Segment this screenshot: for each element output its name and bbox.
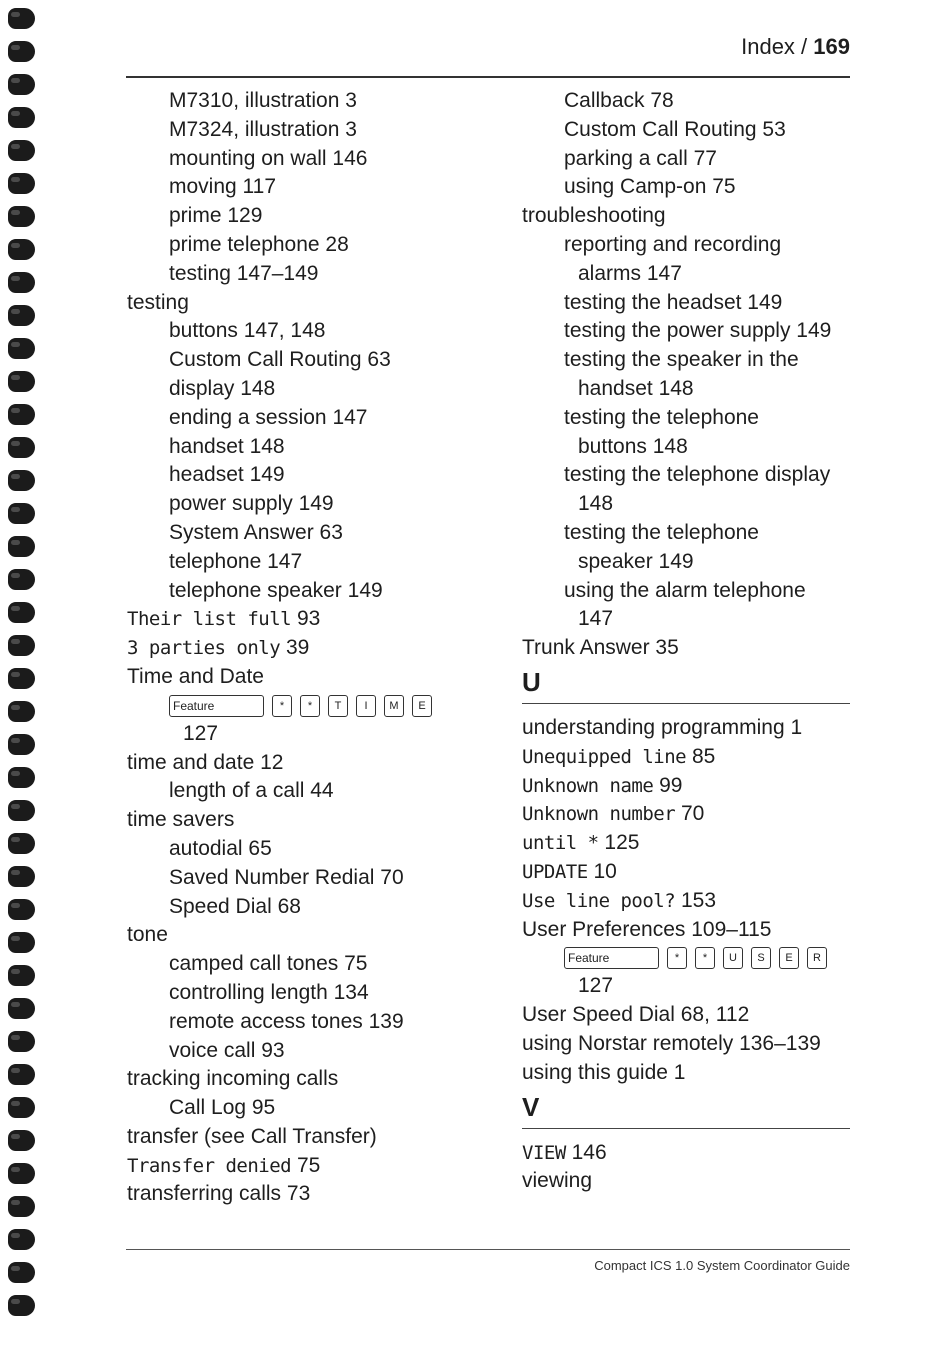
- index-entry: [522, 519, 852, 548]
- binding-ring: [8, 668, 35, 689]
- entry-text: Callback 78: [564, 89, 674, 112]
- entry-text: using the alarm telephone: [564, 578, 806, 602]
- entry-text: transfer (see Call Transfer): [127, 1124, 377, 1148]
- index-entry: [127, 433, 507, 462]
- binding-ring: [8, 998, 35, 1019]
- index-entry: [127, 893, 507, 922]
- key-cap: *: [300, 695, 320, 717]
- key-cap: S: [751, 947, 771, 969]
- index-entry: [522, 173, 852, 202]
- key-cap: *: [695, 947, 715, 969]
- binding-ring: [8, 899, 35, 920]
- display-message-text: Unequipped line: [522, 745, 687, 768]
- binding-ring: [8, 701, 35, 722]
- entry-text: troubleshooting: [522, 204, 666, 228]
- binding-ring: [8, 536, 35, 557]
- binding-ring: [8, 107, 35, 128]
- index-entry: [522, 605, 852, 634]
- display-message-text: Unknown name: [522, 774, 654, 797]
- index-entry: [127, 461, 507, 490]
- binding-ring: [8, 1295, 35, 1316]
- entry-text: testing the telephone: [564, 520, 759, 544]
- entry-text: Custom Call Routing 53: [564, 117, 786, 141]
- spiral-binding: [8, 0, 38, 1345]
- page-reference: 10: [593, 859, 617, 883]
- index-entry: [522, 634, 852, 663]
- entry-text: time savers: [127, 808, 235, 832]
- entry-text: telephone speaker 149: [169, 578, 383, 602]
- index-entry: [127, 1008, 507, 1037]
- binding-ring: [8, 8, 35, 29]
- key-cap: M: [384, 695, 404, 717]
- entry-text: User Speed Dial 68, 112: [522, 1003, 750, 1027]
- entry-text: testing the speaker in the: [564, 348, 799, 372]
- binding-ring: [8, 1229, 35, 1250]
- binding-ring: [8, 965, 35, 986]
- binding-ring: [8, 206, 35, 227]
- index-entry: [127, 289, 507, 318]
- header-title: Index /: [741, 34, 808, 59]
- index-entry: [127, 116, 507, 145]
- entry-text: viewing: [522, 1169, 593, 1193]
- binding-ring: [8, 1262, 35, 1283]
- index-entry: [522, 490, 852, 519]
- index-entry: [127, 87, 507, 116]
- key-cap: *: [667, 947, 687, 969]
- entry-text: System Answer 63: [169, 520, 343, 544]
- display-message-text: 3 parties only: [127, 637, 281, 660]
- key-cap: *: [272, 695, 292, 717]
- display-message-text: Their list full: [127, 608, 292, 631]
- entry-text: Saved Number Redial 70: [169, 865, 404, 889]
- index-entry: [127, 519, 507, 548]
- binding-ring: [8, 1130, 35, 1151]
- entry-text: camped call tones 75: [169, 952, 368, 976]
- index-entry: [127, 663, 507, 692]
- footer-text: Compact ICS 1.0 System Coordinator Guide: [594, 1258, 850, 1273]
- binding-ring: [8, 140, 35, 161]
- entry-text: power supply 149: [169, 492, 334, 516]
- entry-text: Speed Dial 68: [169, 894, 301, 918]
- binding-ring: [8, 602, 35, 623]
- section-letter: U: [522, 666, 541, 697]
- binding-ring: [8, 239, 35, 260]
- index-column-left: [127, 87, 507, 1209]
- entry-text: prime 129: [169, 204, 263, 228]
- header-rule: [126, 76, 850, 78]
- entry-text: prime telephone 28: [169, 232, 349, 256]
- keypress-sequence: [522, 944, 852, 972]
- entry-text: testing the power supply 149: [564, 319, 832, 343]
- index-entry: [127, 950, 507, 979]
- entry-text: moving 117: [169, 175, 277, 199]
- binding-ring: [8, 635, 35, 656]
- entry-text: transferring calls 73: [127, 1182, 311, 1206]
- entry-text: mounting on wall 146: [169, 146, 368, 170]
- display-message-text: Use line pool?: [522, 889, 676, 912]
- entry-text: testing the telephone: [564, 405, 759, 429]
- index-entry: [127, 979, 507, 1008]
- entry-text: alarms 147: [578, 261, 682, 285]
- entry-text: testing the headset 149: [564, 290, 783, 314]
- binding-ring: [8, 1031, 35, 1052]
- page-reference: 70: [681, 802, 705, 826]
- index-entry: [127, 404, 507, 433]
- index-entry: [127, 231, 507, 260]
- index-entry: [522, 1167, 852, 1196]
- key-cap: R: [807, 947, 827, 969]
- index-entry: [127, 1123, 507, 1152]
- binding-ring: [8, 734, 35, 755]
- key-cap: I: [356, 695, 376, 717]
- key-cap: U: [723, 947, 743, 969]
- index-entry: [522, 433, 852, 462]
- index-entry: [522, 1030, 852, 1059]
- entry-text: headset 149: [169, 463, 285, 487]
- entry-text: 127: [183, 721, 219, 745]
- page-reference: 39: [286, 636, 310, 660]
- key-cap: E: [779, 947, 799, 969]
- index-entry: [127, 1037, 507, 1066]
- index-entry: [127, 864, 507, 893]
- index-entry: [127, 1180, 507, 1209]
- index-entry: [127, 577, 507, 606]
- index-entry: [127, 1094, 507, 1123]
- binding-ring: [8, 503, 35, 524]
- display-message-text: UPDATE: [522, 860, 588, 883]
- page-reference: 146: [571, 1140, 607, 1164]
- entry-text: buttons 148: [578, 434, 688, 458]
- binding-ring: [8, 74, 35, 95]
- binding-ring: [8, 1064, 35, 1085]
- binding-ring: [8, 932, 35, 953]
- index-entry: [127, 490, 507, 519]
- entry-text: using Camp-on 75: [564, 175, 736, 199]
- index-entry: [127, 145, 507, 174]
- entry-text: Time and Date: [127, 664, 264, 688]
- index-entry: [522, 260, 852, 289]
- binding-ring: [8, 1163, 35, 1184]
- binding-ring: [8, 305, 35, 326]
- index-entry: [522, 714, 852, 743]
- binding-ring: [8, 866, 35, 887]
- binding-ring: [8, 338, 35, 359]
- binding-ring: [8, 173, 35, 194]
- index-entry: [522, 858, 852, 887]
- index-entry: [127, 1065, 507, 1094]
- entry-text: using this guide 1: [522, 1060, 686, 1084]
- index-entry: [522, 145, 852, 174]
- entry-text: speaker 149: [578, 549, 694, 573]
- index-entry: [522, 1139, 852, 1168]
- binding-ring: [8, 1196, 35, 1217]
- index-entry: [127, 749, 507, 778]
- index-entry: [522, 87, 852, 116]
- index-entry: [127, 548, 507, 577]
- entry-text: M7324, illustration 3: [169, 117, 357, 141]
- entry-text: autodial 65: [169, 836, 272, 860]
- index-entry: [127, 777, 507, 806]
- index-entry: [522, 1059, 852, 1088]
- keypress-sequence: [127, 692, 507, 720]
- index-entry: [522, 972, 852, 1001]
- page-reference: 75: [296, 1153, 321, 1177]
- index-entry: [522, 743, 852, 772]
- display-message-text: VIEW: [522, 1141, 566, 1164]
- display-message-text: Unknown number: [522, 803, 676, 826]
- entry-text: tracking incoming calls: [127, 1067, 339, 1091]
- index-entry: [522, 916, 852, 945]
- binding-ring: [8, 437, 35, 458]
- page-reference: 99: [659, 773, 683, 797]
- entry-text: handset 148: [169, 434, 285, 458]
- feature-key: Feature: [169, 695, 264, 717]
- index-entry: [522, 116, 852, 145]
- section-letter: V: [522, 1091, 540, 1122]
- binding-ring: [8, 1097, 35, 1118]
- entry-text: testing the telephone display: [564, 463, 831, 487]
- index-entry: [522, 829, 852, 858]
- page-number: 169: [813, 34, 850, 59]
- index-entry: [522, 1001, 852, 1030]
- page-header: [741, 34, 850, 60]
- index-entry: [522, 772, 852, 801]
- index-entry: [522, 887, 852, 916]
- section-rule: [522, 1128, 850, 1129]
- entry-text: Call Log 95: [169, 1096, 276, 1120]
- index-entry: [127, 375, 507, 404]
- entry-text: controlling length 134: [169, 980, 369, 1004]
- key-cap: E: [412, 695, 432, 717]
- binding-ring: [8, 41, 35, 62]
- index-entry: [522, 289, 852, 318]
- index-entry: [522, 548, 852, 577]
- entry-text: Custom Call Routing 63: [169, 348, 391, 372]
- entry-text: remote access tones 139: [169, 1009, 404, 1033]
- index-entry: [522, 800, 852, 829]
- page-reference: 93: [296, 607, 321, 631]
- index-entry: [127, 720, 507, 749]
- entry-text: tone: [127, 923, 168, 947]
- binding-ring: [8, 470, 35, 491]
- index-entry: [522, 404, 852, 433]
- index-entry: [127, 605, 507, 634]
- entry-text: length of a call 44: [169, 779, 334, 803]
- entry-text: 127: [578, 974, 614, 998]
- binding-ring: [8, 569, 35, 590]
- entry-text: buttons 147, 148: [169, 319, 326, 343]
- entry-text: time and date 12: [127, 750, 284, 774]
- entry-text: 148: [578, 492, 614, 516]
- entry-text: testing 147–149: [169, 261, 319, 285]
- index-entry: [522, 202, 852, 231]
- index-entry: [522, 317, 852, 346]
- entry-text: handset 148: [578, 376, 694, 400]
- entry-text: reporting and recording: [564, 232, 782, 256]
- page-reference: 125: [604, 831, 640, 855]
- binding-ring: [8, 371, 35, 392]
- entry-text: telephone 147: [169, 549, 303, 573]
- key-cap: T: [328, 695, 348, 717]
- index-entry: [127, 173, 507, 202]
- entry-text: parking a call 77: [564, 146, 717, 170]
- index-entry: [127, 346, 507, 375]
- binding-ring: [8, 800, 35, 821]
- index-entry: [127, 202, 507, 231]
- section-rule: [522, 703, 850, 704]
- index-entry: [522, 346, 852, 375]
- binding-ring: [8, 833, 35, 854]
- index-entry: [522, 231, 852, 260]
- feature-key: Feature: [564, 947, 659, 969]
- page-reference: 153: [681, 888, 717, 912]
- display-message-text: until *: [522, 832, 599, 855]
- entry-text: voice call 93: [169, 1038, 285, 1062]
- index-entry: [522, 577, 852, 606]
- entry-text: Trunk Answer 35: [522, 636, 679, 660]
- binding-ring: [8, 272, 35, 293]
- entry-text: understanding programming 1: [522, 715, 803, 739]
- entry-text: ending a session 147: [169, 405, 368, 429]
- entry-text: display 148: [169, 376, 276, 400]
- entry-text: User Preferences 109–115: [522, 917, 772, 941]
- entry-text: 147: [578, 607, 614, 631]
- binding-ring: [8, 767, 35, 788]
- index-entry: [522, 375, 852, 404]
- index-entry: [127, 317, 507, 346]
- index-entry: [127, 634, 507, 663]
- index-entry: [127, 921, 507, 950]
- index-column-right: [522, 87, 852, 1196]
- binding-ring: [8, 404, 35, 425]
- index-entry: [127, 806, 507, 835]
- index-entry: [522, 461, 852, 490]
- page-reference: 85: [691, 744, 716, 768]
- display-message-text: Transfer denied: [127, 1154, 292, 1177]
- index-entry: [127, 835, 507, 864]
- entry-text: testing: [127, 290, 189, 314]
- index-entry: [127, 1152, 507, 1181]
- entry-text: M7310, illustration 3: [169, 89, 357, 112]
- entry-text: using Norstar remotely 136–139: [522, 1031, 821, 1055]
- footer-rule: [126, 1249, 850, 1250]
- index-entry: [127, 260, 507, 289]
